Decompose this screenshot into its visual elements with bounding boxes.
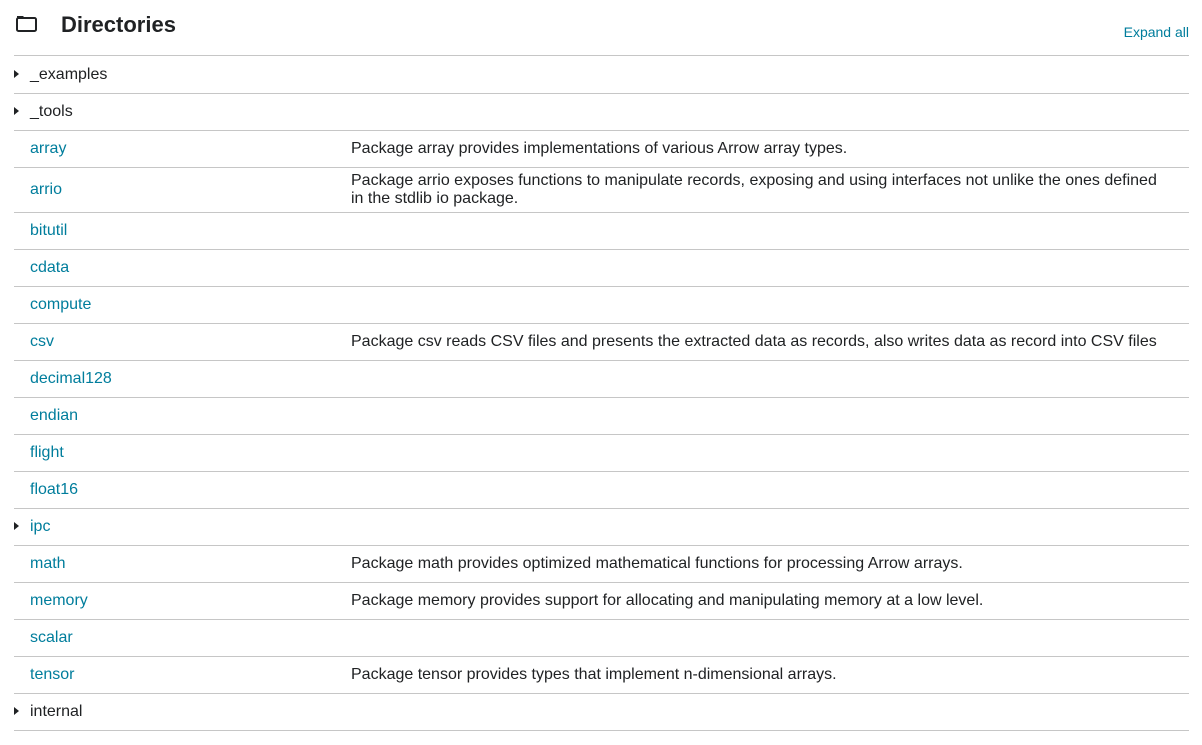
directory-name[interactable]: _tools — [30, 103, 73, 120]
directory-row — [14, 250, 1189, 287]
directory-row — [14, 361, 1189, 398]
directory-synopsis: Package array provides implementations of various Arrow array types. — [351, 140, 848, 157]
directory-name[interactable]: scalar — [30, 629, 73, 646]
directories-table — [14, 56, 1189, 731]
directory-row — [14, 435, 1189, 472]
directory-name[interactable]: arrio — [30, 181, 63, 198]
directory-synopsis: Package arrio exposes functions to manipulate records, exposing and using interfaces not unlike the ones defined in the stdlib io package. — [351, 172, 1157, 207]
directory-row — [14, 472, 1189, 509]
folder-icon — [14, 12, 38, 36]
directory-name[interactable]: array — [30, 140, 67, 157]
caret-right-icon[interactable] — [14, 107, 19, 115]
caret-right-icon[interactable] — [14, 707, 19, 715]
directories-header — [14, 0, 1189, 56]
directory-name[interactable]: cdata — [30, 259, 70, 276]
directory-name[interactable]: decimal128 — [30, 370, 112, 387]
directory-row — [14, 287, 1189, 324]
directory-name[interactable]: memory — [30, 592, 88, 609]
directory-synopsis: Package csv reads CSV files and presents the extracted data as records, also writes data as record into CSV files — [351, 333, 1157, 350]
directory-synopsis: Package memory provides support for allocating and manipulating memory at a low level. — [351, 592, 984, 609]
caret-right-icon[interactable] — [14, 70, 19, 78]
directory-row — [14, 324, 1189, 361]
directory-name[interactable]: ipc — [30, 518, 51, 535]
directory-row — [14, 213, 1189, 250]
directory-row — [14, 546, 1189, 583]
directory-row — [14, 398, 1189, 435]
caret-right-icon[interactable] — [14, 522, 19, 530]
directory-row — [14, 131, 1189, 168]
page-title: Directories — [61, 12, 176, 37]
directory-name[interactable]: flight — [30, 444, 64, 461]
directory-row — [14, 694, 1189, 731]
directory-name[interactable]: endian — [30, 407, 79, 424]
directory-synopsis: Package math provides optimized mathematical functions for processing Arrow arrays. — [351, 555, 963, 572]
directory-name[interactable]: csv — [30, 333, 54, 350]
directory-row — [14, 94, 1189, 131]
directory-name[interactable]: bitutil — [30, 222, 68, 239]
directory-name[interactable]: tensor — [30, 666, 75, 683]
directory-name[interactable]: float16 — [30, 481, 79, 498]
directory-row — [14, 56, 1189, 94]
directory-name[interactable]: math — [30, 555, 66, 572]
directory-row — [14, 583, 1189, 620]
directory-name[interactable]: compute — [30, 296, 92, 313]
directory-row — [14, 509, 1189, 546]
directory-row — [14, 657, 1189, 694]
expand-all-link[interactable]: Expand all — [1123, 24, 1189, 40]
directory-synopsis: Package tensor provides types that implement n-dimensional arrays. — [351, 666, 837, 683]
directory-row — [14, 168, 1189, 213]
directory-name[interactable]: internal — [30, 703, 83, 720]
directory-name[interactable]: _examples — [30, 65, 108, 83]
directory-row — [14, 620, 1189, 657]
